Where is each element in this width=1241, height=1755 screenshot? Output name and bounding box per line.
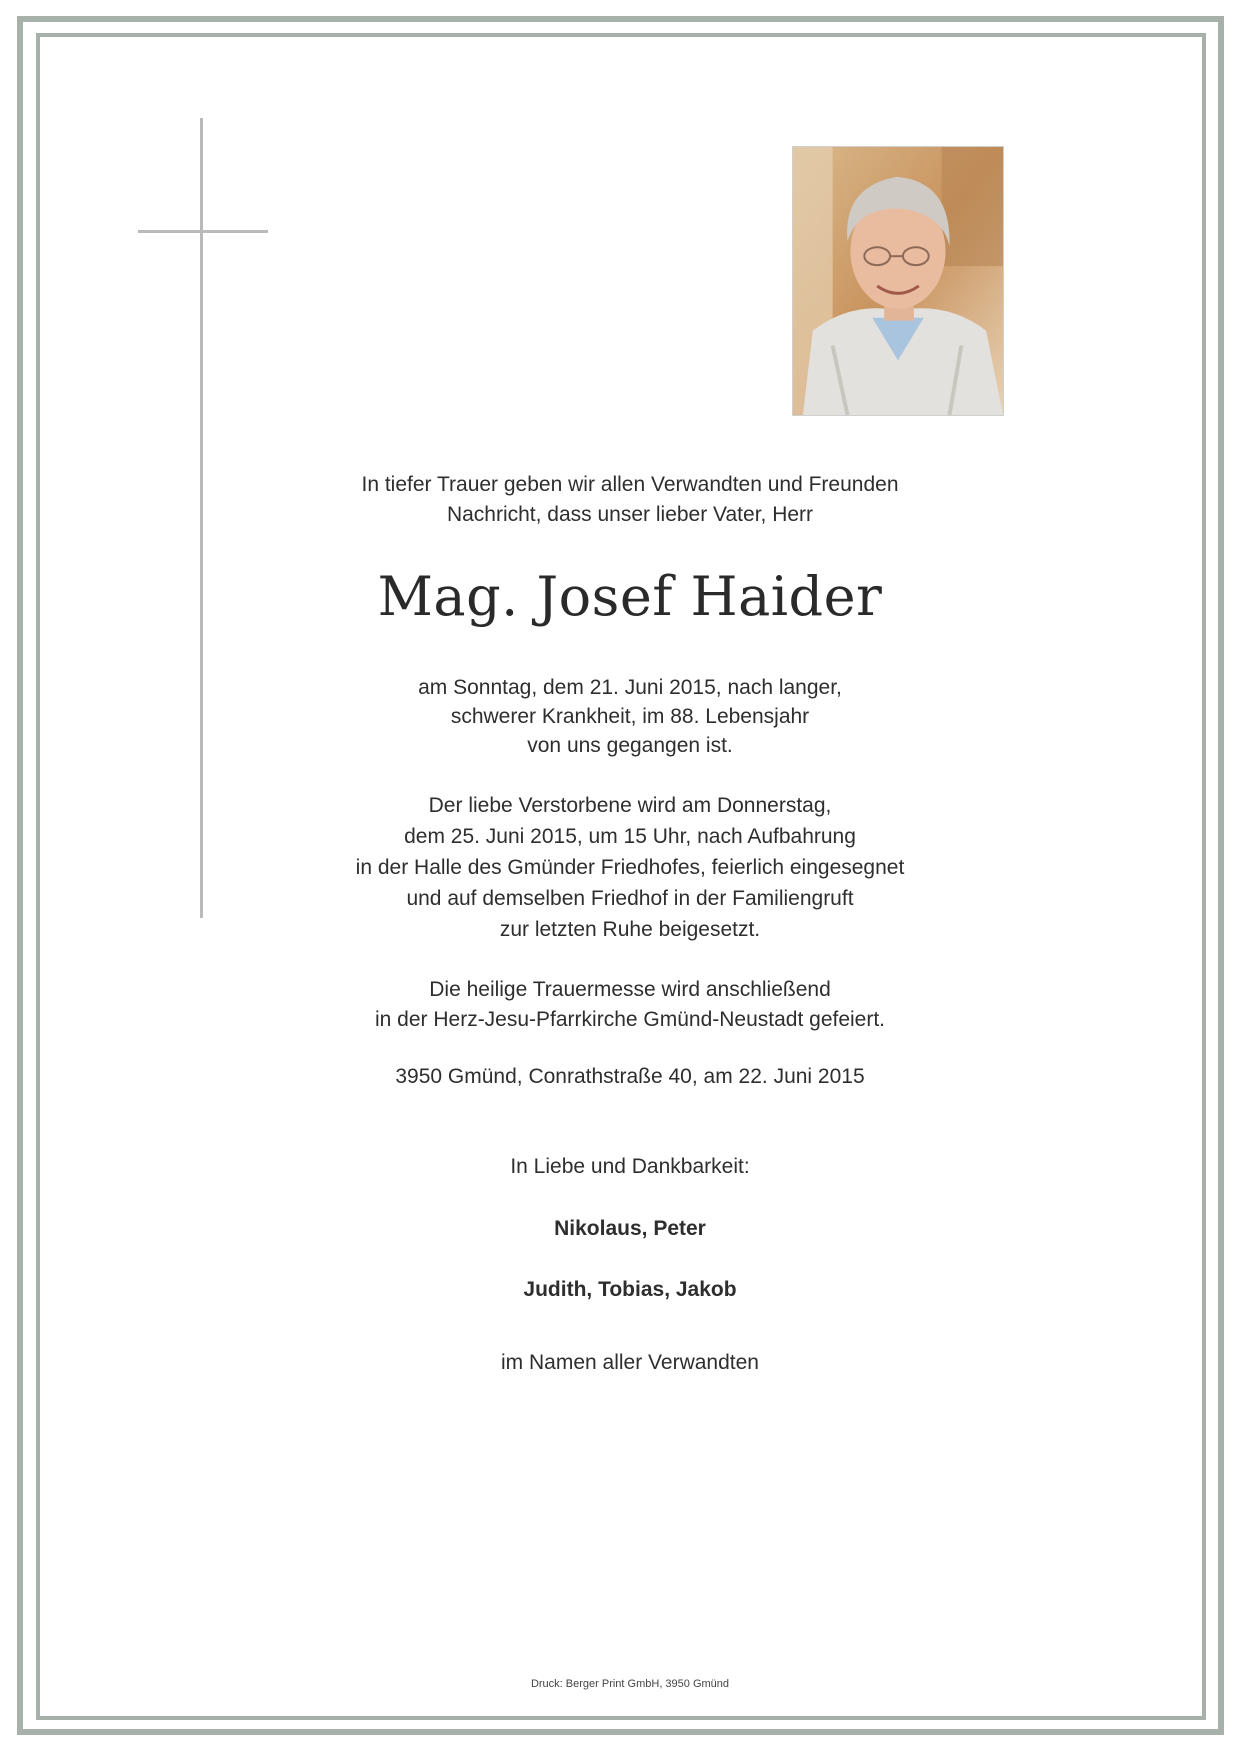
mass-line: in der Herz-Jesu-Pfarrkirche Gmünd-Neustadt gefeiert. [374, 1008, 886, 1031]
mass-line: Die heilige Trauermesse wird anschließend [429, 978, 831, 1001]
intro-line: Nachricht, dass unser lieber Vater, Herr [446, 503, 814, 526]
mourner-names: Nikolaus, Peter [554, 1217, 706, 1240]
burial-line: zur letzten Ruhe beigesetzt. [499, 918, 761, 941]
death-line: schwerer Krankheit, im 88. Lebensjahr [450, 705, 810, 728]
burial-line: in der Halle des Gmünder Friedhofes, feierlich eingesegnet [355, 856, 905, 879]
mourner-names: Judith, Tobias, Jakob [523, 1278, 737, 1301]
cross-vertical-bar [200, 118, 203, 918]
intro-text [290, 470, 970, 530]
intro-line: In tiefer Trauer geben wir allen Verwandten und Freunden [361, 473, 899, 496]
cross-horizontal-bar [138, 230, 268, 233]
burial-line: Der liebe Verstorbene wird am Donnerstag, [428, 794, 832, 817]
death-notice [290, 673, 970, 760]
printer-credit: Druck: Berger Print GmbH, 3950 Gmünd [530, 1678, 730, 1690]
burial-line: und auf demselben Friedhof in der Familiengruft [406, 887, 854, 910]
place-and-date: 3950 Gmünd, Conrathstraße 40, am 22. Juni 2015 [395, 1065, 865, 1088]
closing-phrase: In Liebe und Dankbarkeit: [510, 1155, 750, 1178]
portrait-photo [792, 146, 1004, 416]
death-line: am Sonntag, dem 21. Juni 2015, nach langer, [418, 676, 842, 699]
death-line: von uns gegangen ist. [527, 734, 733, 757]
relatives-note: im Namen aller Verwandten [501, 1351, 759, 1374]
portrait-illustration [793, 147, 1003, 415]
deceased-name: Mag. Josef Haider [377, 565, 883, 628]
mass-notice [290, 975, 970, 1035]
burial-notice [290, 790, 970, 945]
burial-line: dem 25. Juni 2015, um 15 Uhr, nach Aufbahrung [404, 825, 856, 848]
